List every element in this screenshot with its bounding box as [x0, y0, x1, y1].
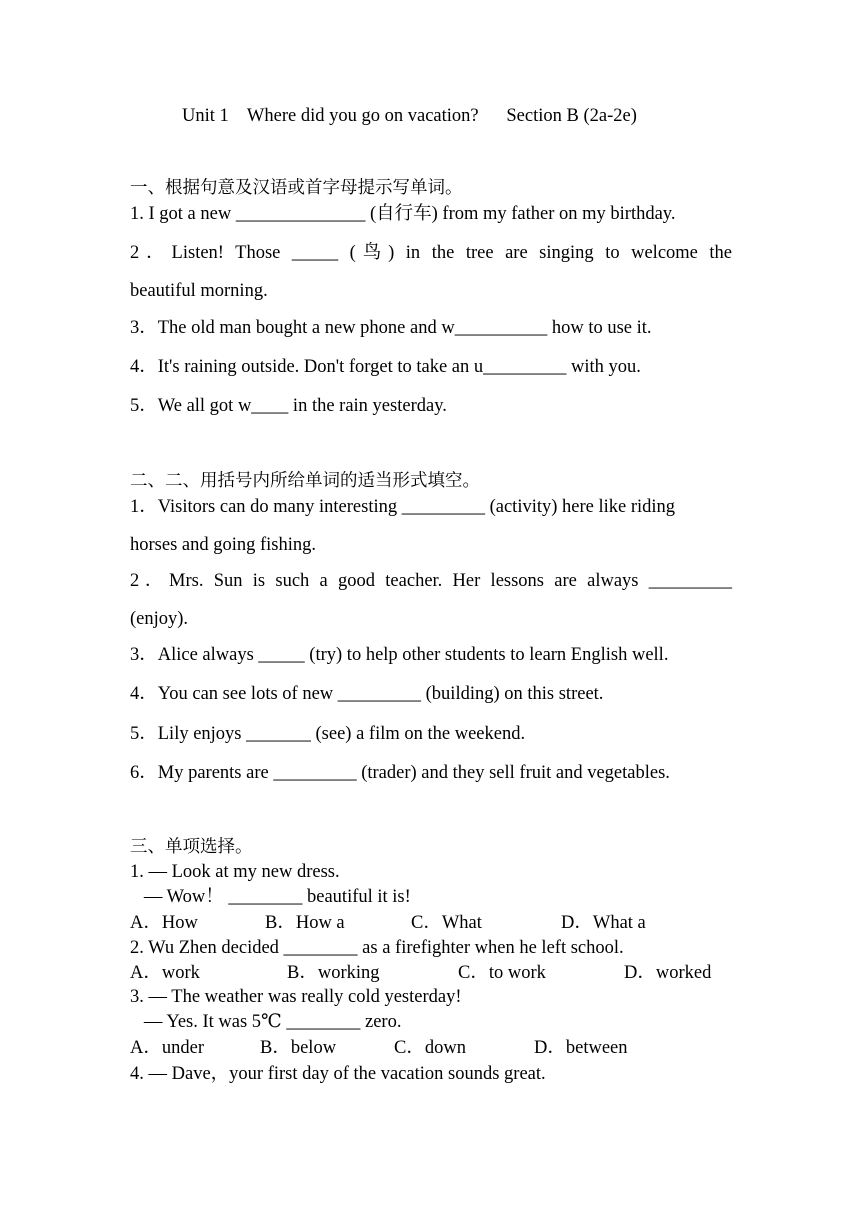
q3-line2: — Yes. It was 5℃ ________ zero. [130, 1012, 402, 1032]
q3-option-a: A．under [130, 1038, 204, 1058]
q2-option-b: B．working [287, 963, 380, 983]
q1-option-c: C．What [411, 913, 482, 933]
q1-option-b: B．How a [265, 913, 345, 933]
q1-line2: — Wow！ ________ beautiful it is! [130, 887, 411, 907]
section3-heading: 三、单项选择。 [130, 837, 253, 857]
section1-item-1: 1. I got a new ______________ (自行车) from my father on my birthday. [130, 204, 676, 224]
q3-option-b: B．below [260, 1038, 337, 1058]
section2-item-2-cont: (enjoy). [130, 609, 189, 629]
section2-item-3: 3．Alice always _____ (try) to help other students to learn English well. [130, 645, 669, 665]
section2-item-6: 6．My parents are _________ (trader) and they sell fruit and vegetables. [130, 763, 670, 783]
q1-option-a: A．How [130, 913, 198, 933]
section2-heading: 二、二、用括号内所给单词的适当形式填空。 [130, 471, 480, 491]
q3-option-c: C．down [394, 1038, 466, 1058]
section1-item-5: 5．We all got w____ in the rain yesterday. [130, 396, 447, 416]
q3-option-d: D．between [534, 1038, 628, 1058]
q4-line1: 4. — Dave，your first day of the vacation sounds great. [130, 1064, 546, 1084]
section1-item-2-cont: beautiful morning. [130, 281, 268, 301]
section2-item-5: 5．Lily enjoys _______ (see) a film on the weekend. [130, 724, 526, 744]
q1-line1: 1. — Look at my new dress. [130, 862, 340, 882]
section1-heading: 一、根据句意及汉语或首字母提示写单词。 [130, 178, 463, 198]
section2-item-1: 1．Visitors can do many interesting _________ (activity) here like riding [130, 497, 676, 517]
q1-option-d: D．What a [561, 913, 646, 933]
section1-item-3: 3．The old man bought a new phone and w__________ how to use it. [130, 318, 652, 338]
section1-item-2: 2．Listen! Those _____ (鸟) in the tree are singing to welcome the [130, 243, 732, 263]
q2-line1: 2. Wu Zhen decided ________ as a firefighter when he left school. [130, 938, 624, 958]
page-title: Unit 1 Where did you go on vacation? Section B (2a-2e) [182, 106, 637, 126]
section2-item-4: 4．You can see lots of new _________ (building) on this street. [130, 684, 604, 704]
section2-item-1-cont: horses and going fishing. [130, 535, 317, 555]
q2-option-d: D．worked [624, 963, 712, 983]
q2-option-c: C．to work [458, 963, 546, 983]
q2-option-a: A．work [130, 963, 200, 983]
section1-item-4: 4．It's raining outside. Don't forget to take an u_________ with you. [130, 357, 641, 377]
q3-line1: 3. — The weather was really cold yesterday! [130, 987, 462, 1007]
section2-item-2: 2．Mrs. Sun is such a good teacher. Her lessons are always _________ [130, 571, 732, 591]
